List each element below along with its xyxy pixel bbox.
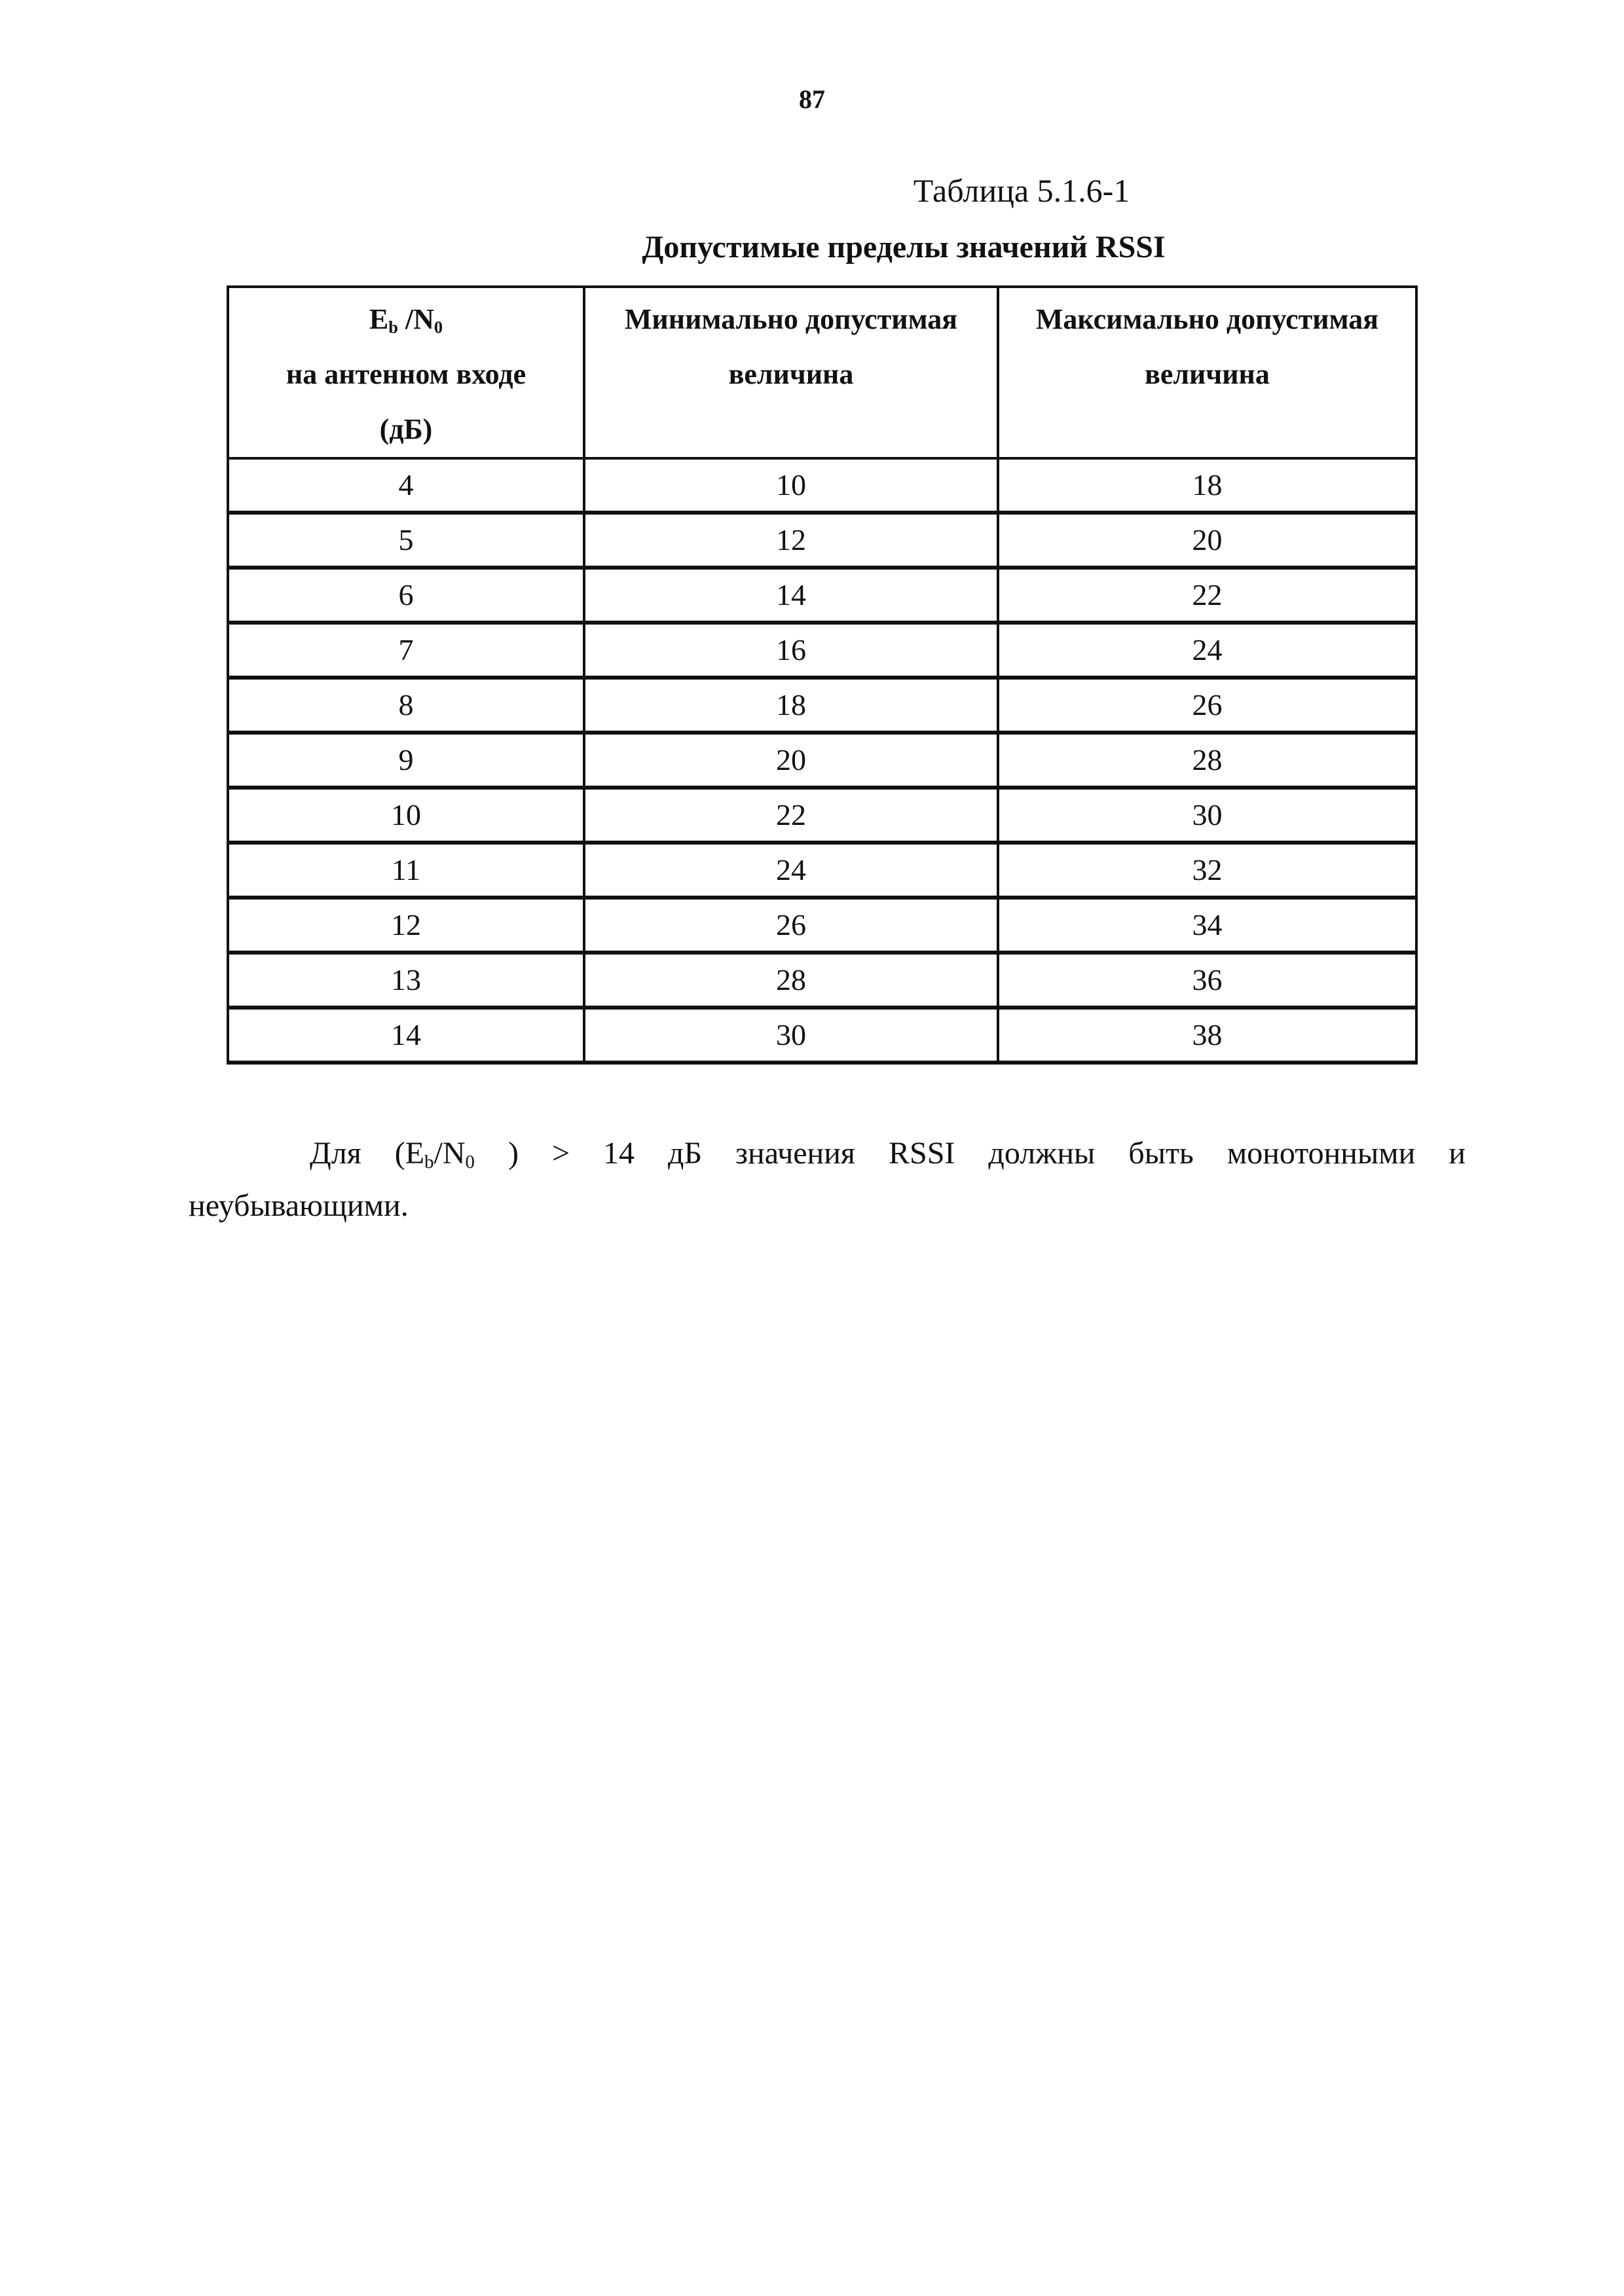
header-eb-n0-desc: на антенном входе [286,358,526,390]
cell-min-value: 18 [584,678,998,733]
cell-min-value: 28 [584,953,998,1008]
cell-max-value: 22 [998,568,1416,623]
table-row [228,1008,1416,1063]
cell-eb-n0: 14 [228,1008,584,1063]
cell-min-value: 24 [584,843,998,898]
table-row [228,788,1416,843]
rssi-limits-table [227,285,1418,1065]
table-row [228,568,1416,623]
cell-eb-n0: 13 [228,953,584,1008]
cell-max-value: 18 [998,458,1416,513]
cell-max-value: 28 [998,733,1416,788]
header-eb-n0-unit: (дБ) [379,413,433,445]
cell-min-value: 14 [584,568,998,623]
cell-max-value: 34 [998,898,1416,953]
cell-eb-n0: 8 [228,678,584,733]
table-row [228,623,1416,678]
table-row [228,513,1416,568]
cell-min-value: 16 [584,623,998,678]
header-eb-n0-symbol: $E_b$ $/N_0$ [369,303,443,337]
cell-eb-n0: 5 [228,513,584,568]
cell-min-value: 26 [584,898,998,953]
cell-eb-n0: 4 [228,458,584,513]
table-row [228,458,1416,513]
cell-max-value: 20 [998,513,1416,568]
table-header-row [228,287,1416,458]
cell-min-value: 20 [584,733,998,788]
cell-max-value: 38 [998,1008,1416,1063]
cell-max-value: 32 [998,843,1416,898]
table-row [228,953,1416,1008]
table-row [228,733,1416,788]
cell-eb-n0: 7 [228,623,584,678]
table-body [228,458,1416,1063]
cell-min-value: 22 [584,788,998,843]
table-row [228,678,1416,733]
cell-eb-n0: 9 [228,733,584,788]
table-row [228,898,1416,953]
cell-min-value: 10 [584,458,998,513]
table-row [228,843,1416,898]
cell-eb-n0: 11 [228,843,584,898]
table-title: Допустимые пределы значений RSSI [642,230,1166,264]
cell-max-value: 36 [998,953,1416,1008]
cell-eb-n0: 12 [228,898,584,953]
cell-max-value: 24 [998,623,1416,678]
page-number: 87 [799,84,825,114]
header-eb-n0 [228,287,584,458]
header-min-value: Минимально допустимая величина [584,287,998,458]
header-max-value: Максимально допустимая величина [998,287,1416,458]
cell-max-value: 30 [998,788,1416,843]
cell-eb-n0: 10 [228,788,584,843]
cell-min-value: 30 [584,1008,998,1063]
cell-min-value: 12 [584,513,998,568]
table-number: Таблица 5.1.6-1 [913,172,1130,209]
cell-eb-n0: 6 [228,568,584,623]
note-paragraph: Для ($E_b/N_0$ ) > 14 дБ значения RSSI должны быть монотонными и неубывающими. [189,1136,1466,1223]
cell-max-value: 26 [998,678,1416,733]
